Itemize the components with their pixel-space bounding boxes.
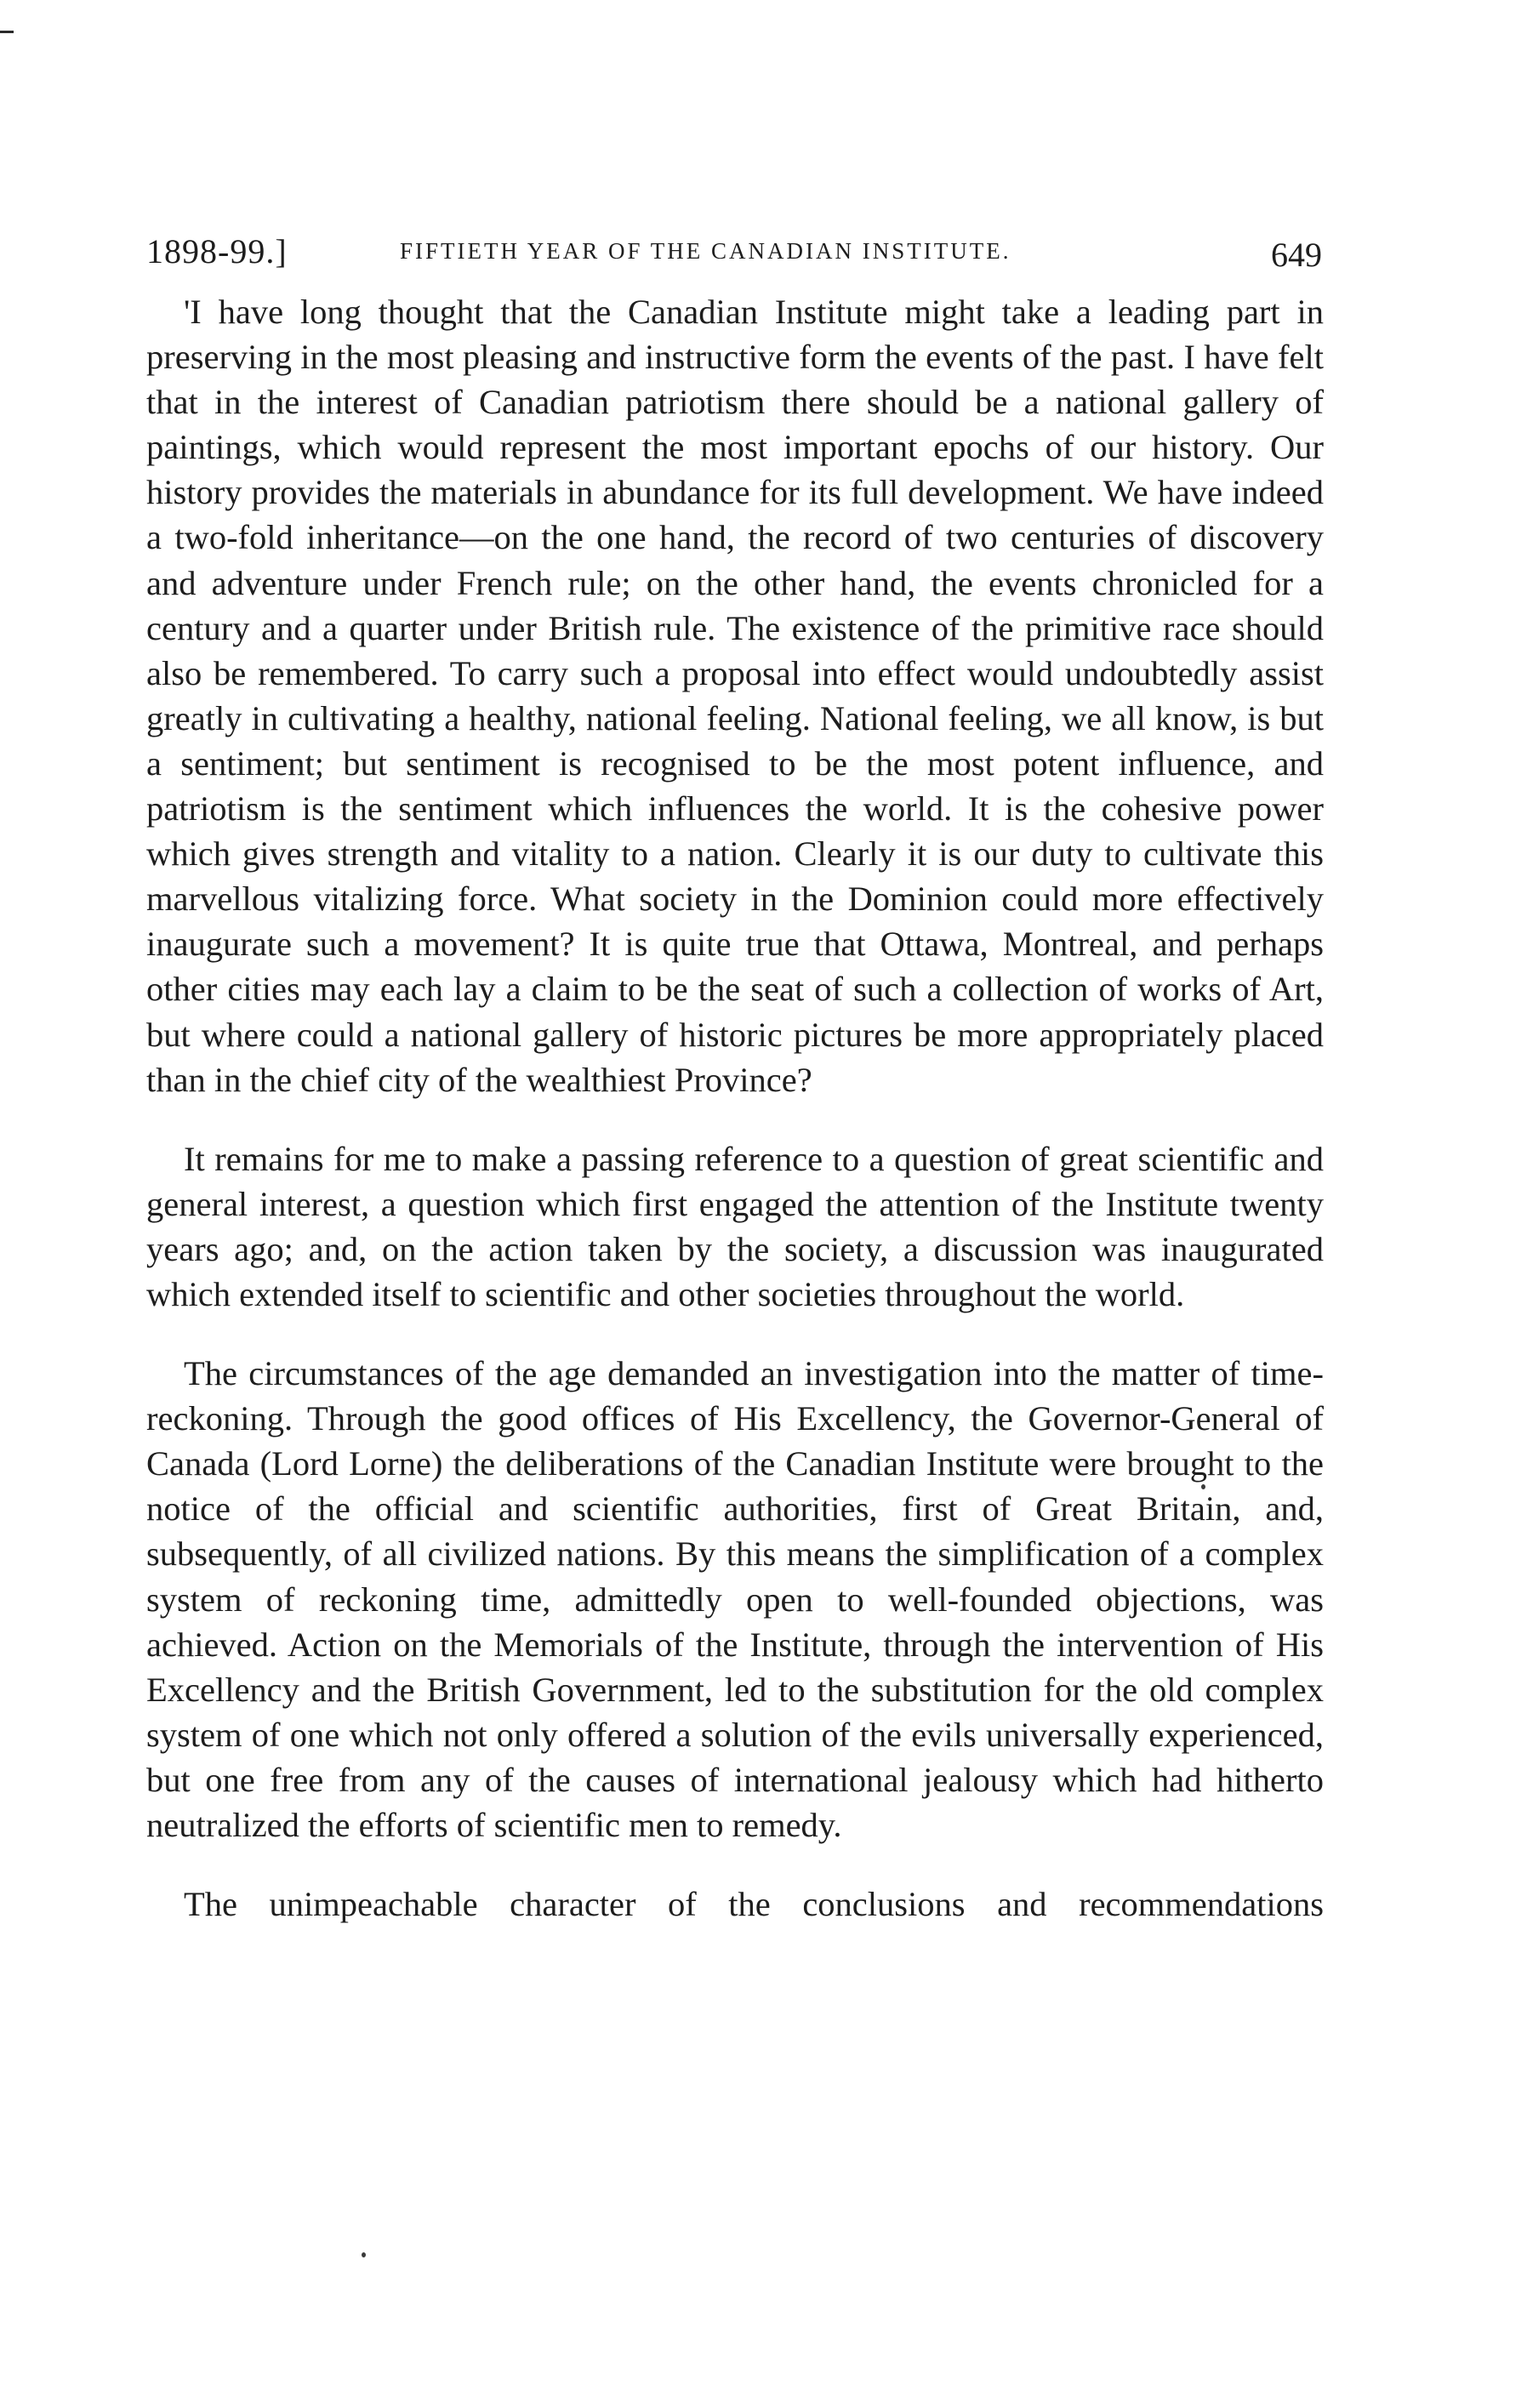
scan-speck [1201,1484,1205,1489]
page-number: 649 [1271,236,1322,274]
running-title: FIFTIETH YEAR OF THE CANADIAN INSTITUTE. [400,238,1011,264]
paragraph-time-reckoning: The circumstances of the age demanded an investigation into the matter of time-reckoning. Through the good offices of His Excellency, the Governor-General of Canada (Lord Lorne) the deliberations of the Canadian Institute were brought to the notice of the official and scientific authorities, first of Great Britain, and, subsequently, of all civilized nations. By this means the simplification of a complex system of reckoning time, admittedly open to well-founded objections, was achieved. Action on the Memorials of the Institute, through the intervention of His Excellency and the British Government, led to the substitution for the old complex system of one which not only offered a solution of the evils universally experienced, but one free from any of the causes of international jealousy which had hitherto neutralized the efforts of scientific men to remedy. [146,1354,1324,1844]
running-head [146,231,1322,274]
paragraph-conclusions: The unimpeachable character of the conclusions and recommendations [184,1885,1324,1924]
scan-speck [362,2252,366,2257]
body-text [146,289,1324,1927]
paragraph-scientific-question: It remains for me to make a passing reference to a question of great scientific and general interest, a question which first engaged the attention of the Institute twenty years ago; and, on the action taken by the society, a discussion was inaugurated which extended itself to scientific and other societies throughout the world. [146,1139,1324,1313]
scan-edge-mark [0,31,14,33]
volume-years: 1898-99.] [146,232,288,270]
paragraph-national-gallery: 'I have long thought that the Canadian Institute might take a leading part in preserving in the most pleasing and instructive form the events of the past. I have felt that in the interest of Canadian patriotism there should be a national gallery of paintings, which would represent the most important epochs of our history. Our history provides the materials in abundance for its full development. We have indeed a two-fold inheritance—on the one hand, the record of two centuries of discovery and adventure under French rule; on the other hand, the events chronicled for a century and a quarter under British rule. The existence of the primitive race should also be remembered. To carry such a proposal into effect would undoubtedly assist greatly in cultivating a healthy, national feeling. National feeling, we all know, is but a sentiment; but sentiment is recognised to be the most potent influence, and patriotism is the sentiment which influences the world. It is the cohesive power which gives strength and vitality to a nation. Clearly it is our duty to cultivate this marvellous vitalizing force. What society in the Dominion could more effectively inaugurate such a movement? It is quite true that Ottawa, Montreal, and perhaps other cities may each lay a claim to be the seat of such a collection of works of Art, but where could a national gallery of historic pictures be more appropriately placed than in the chief city of the wealthiest Province? [146,293,1324,1099]
